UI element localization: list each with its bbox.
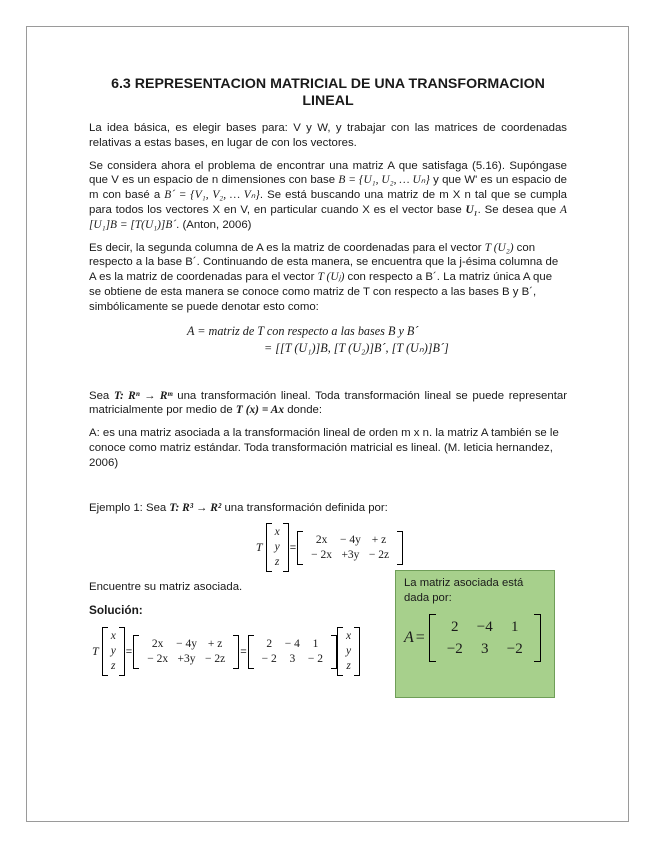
paragraph-problem <box>89 159 567 233</box>
text-run: y que W' es un espacio de m con basé a <box>89 174 567 202</box>
vector-entry: x <box>346 630 352 643</box>
operator-t: T <box>92 644 99 659</box>
vector-xyz <box>266 523 289 572</box>
matrix-cell: 1 <box>510 618 519 635</box>
transform-matrix <box>297 531 403 565</box>
solution-heading: Solución: <box>89 603 143 618</box>
math-base-b-prime: B´ = {V₁, V₂, … Vₙ} <box>164 189 260 202</box>
vector-entry: x <box>110 630 116 643</box>
text-run: Ejemplo 1: Sea <box>89 501 170 514</box>
vector-entry: y <box>274 541 280 554</box>
paragraph-intro: La idea básica, es elegir bases para: V y W, y trabajar con las matrices de coordenadas relativas a estas bases, en lugar de con los vectores. <box>89 122 567 149</box>
text-run: . Se está buscando una matriz de m X n tal que se cumpla para todos los vectores X en V, en particular cuando X es el vector base <box>89 189 567 216</box>
matrix-cell: − 2 <box>307 652 324 665</box>
matrix-cell: −2 <box>506 640 523 657</box>
vector-entry: z <box>111 660 116 673</box>
matrix-cell: − 2 <box>261 652 277 665</box>
example-statement <box>89 501 567 516</box>
document-body <box>89 76 567 730</box>
matrix-cell: 1 <box>312 637 319 650</box>
vector-xyz <box>102 627 125 676</box>
matrix-symbol: A <box>404 628 414 646</box>
matrix-cell: − 4y <box>340 533 361 546</box>
equals-sign: = <box>415 628 425 646</box>
text-run: Es decir, la segunda columna de A es la matriz de coordenadas para el vector <box>89 241 485 254</box>
solution-area <box>89 577 567 730</box>
equals-sign: = <box>289 541 297 554</box>
matrix-cell: 2 <box>266 637 273 650</box>
matrix-cell: −2 <box>446 640 463 657</box>
formula-line-2: = [[T (U₁)]B, [T (U₂)]B´, [T (Uₙ)]B´] <box>264 340 449 355</box>
vector-entry: y <box>110 645 116 658</box>
operator-t: T <box>255 540 263 555</box>
text-run: Se considera ahora el problema de encontrar una matriz A que satisfaga (5.16). Supóngase que V es un espacio de n dimensiones con base <box>89 159 567 187</box>
text-run: Sea <box>89 389 114 402</box>
vector-entry: x <box>274 526 280 539</box>
text-run: con respecto a la base B´. Continuando de esta manera, se encuentra que la j-ésima columna de A es la matriz de coordenadas para el vector <box>89 241 559 284</box>
solution-column <box>89 580 389 676</box>
matrix-cell: − 2x <box>311 548 332 561</box>
math-t-u2: T (U₂) <box>484 241 514 254</box>
vector-xyz <box>337 627 360 676</box>
paragraph-columns <box>89 241 567 315</box>
math-t-r3-r2: T: R³ → R² <box>169 501 222 514</box>
matrix-cell: − 4 <box>284 637 300 650</box>
paragraph-definition <box>89 389 567 419</box>
result-caption: La matriz asociada está dada por: <box>404 577 524 604</box>
solution-equation <box>89 627 389 676</box>
math-u1: U₁ <box>465 203 478 216</box>
formula-line-1: A = matriz de T con respecto a las bases B y B´ <box>187 323 419 338</box>
matrix-cell: 3 <box>481 640 489 657</box>
vector-entry: z <box>346 660 351 673</box>
math-tx-ax: T (x) = Ax <box>235 404 285 417</box>
matrix-cell: + z <box>207 637 223 650</box>
equals-sign: = <box>240 645 247 658</box>
vector-entry: y <box>346 645 352 658</box>
transform-matrix <box>133 635 239 669</box>
matrix-cell: − 2z <box>204 652 226 665</box>
text-run: una transformación lineal. Toda transformación lineal se puede representar matricialmente por medio de <box>89 389 568 417</box>
text-run: una transformación definida por: <box>221 501 388 514</box>
matrix-cell: 2 <box>451 618 459 635</box>
matrix-cell: 2x <box>315 533 328 546</box>
associated-matrix <box>429 614 541 662</box>
formula-block <box>89 323 567 357</box>
matrix-cell: − 2x <box>147 652 169 665</box>
math-t-uj: T (Uⱼ) <box>317 271 345 284</box>
section-title: 6.3 REPRESENTACION MATRICIAL DE UNA TRANSFORMACION LINEAL <box>111 76 545 109</box>
text-run: con respecto a B´. La matriz única A que se obtiene de esta manera se conoce como matriz de T con respecto a las bases B y B´, simbólicamente se puede denotar esto como: <box>89 271 553 313</box>
result-box <box>395 570 555 698</box>
paragraph-standard-matrix: A: es una matriz asociada a la transformación lineal de orden m x n. la matriz A también se le conoce como matriz estándar. Toda transformación matricial es lineal. (M. leticia hernandez, 2006) <box>89 427 559 469</box>
math-base-b: B = {U₁, U₂, … Uₙ} <box>338 174 430 187</box>
coefficient-matrix <box>248 635 337 669</box>
matrix-cell: −4 <box>476 618 493 635</box>
result-equation <box>404 614 546 662</box>
matrix-cell: 2x <box>151 637 164 650</box>
text-run: . (Anton, 2006) <box>176 218 252 231</box>
vector-entry: z <box>274 556 280 569</box>
question-text: Encuentre su matriz asociada. <box>89 581 243 594</box>
matrix-cell: − 4y <box>176 637 197 650</box>
math-t-map: T: Rⁿ → Rᵐ <box>113 389 173 402</box>
example-equation <box>89 523 567 572</box>
matrix-cell: + z <box>371 533 387 546</box>
equals-sign: = <box>125 645 133 658</box>
text-run: . Se desea que <box>477 203 561 216</box>
text-run: donde: <box>284 404 323 417</box>
math-condition: A [U₁]B = [T(U₁)]B´ <box>89 203 568 231</box>
matrix-cell: +3y <box>177 652 196 665</box>
matrix-cell: − 2z <box>368 548 390 561</box>
matrix-cell: 3 <box>289 652 296 665</box>
matrix-cell: +3y <box>341 548 360 561</box>
